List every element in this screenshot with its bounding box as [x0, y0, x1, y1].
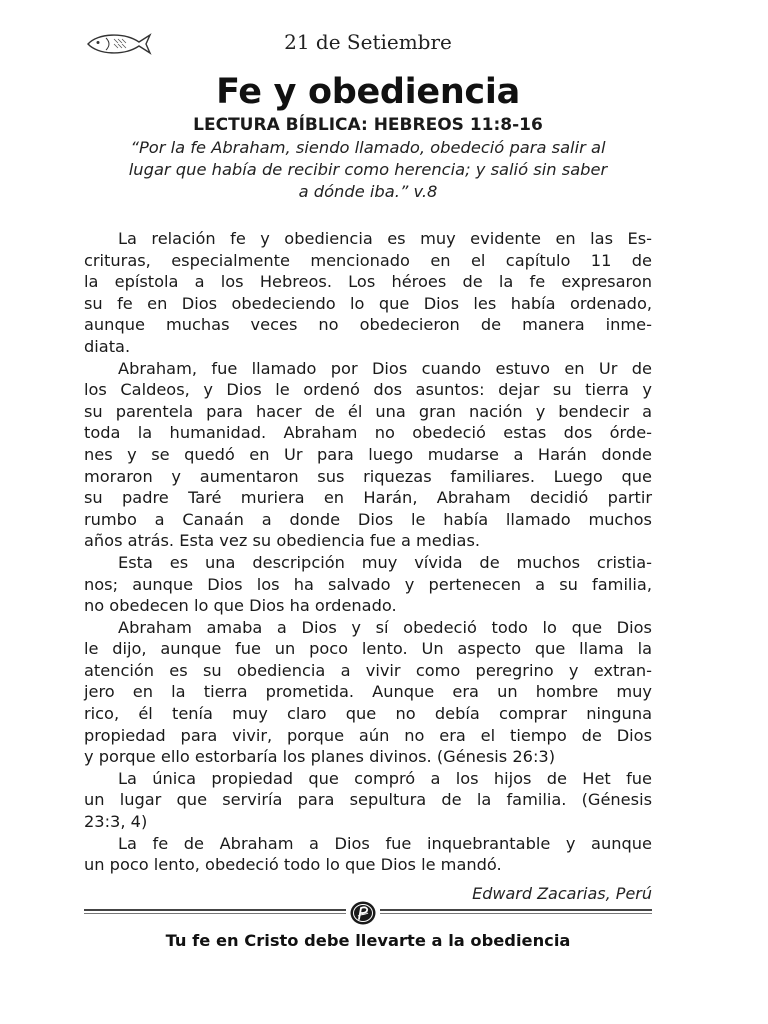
body-line: rumbo a Canaán a donde Dios le había llamado muchos — [84, 509, 652, 529]
body-line: Abraham, fue llamado por Dios cuando estuvo en Ur de — [118, 358, 652, 378]
body-line: Abraham amaba a Dios y sí obedeció todo lo que Dios — [118, 617, 652, 637]
body-line: rico, él tenía muy claro que no debía comprar ninguna — [84, 704, 652, 724]
body-line: La fe de Abraham a Dios fue inquebrantable y aunque — [118, 833, 652, 853]
quote-line: “Por la fe Abraham, siendo llamado, obedeció para salir al — [130, 138, 606, 157]
bible-reading: LECTURA BÍBLICA: HEBREOS 11:8-16 — [193, 115, 543, 135]
body-line: diata. — [84, 336, 131, 356]
divider — [84, 900, 652, 924]
body-line: no obedecen lo que Dios ha ordenado. — [84, 596, 397, 616]
devotional-body — [84, 228, 652, 876]
body-line: su fe en Dios obedeciendo lo que Dios les había ordenado, — [84, 293, 652, 313]
body-line: crituras, especialmente mencionado en el capítulo 11 de — [84, 250, 652, 270]
body-line: atención es su obediencia a vivir como peregrino y extran- — [84, 660, 652, 680]
body-line: nos; aunque Dios los ha salvado y pertenecen a su familia, — [84, 574, 652, 594]
body-line: moraron y aumentaron sus riquezas familiares. Luego que — [84, 466, 652, 486]
footer-motto: Tu fe en Cristo debe llevarte a la obediencia — [165, 931, 571, 950]
body-line: nes y se quedó en Ur para luego mudarse a Harán donde — [84, 444, 652, 464]
body-line: aunque muchas veces no obedecieron de manera inme- — [84, 315, 652, 335]
body-line: su parentela para hacer de él una gran nación y bendecir a — [84, 401, 652, 421]
body-line: los Caldeos, y Dios le ordenó dos asuntos: dejar su tierra y — [84, 380, 652, 400]
scripture-quote — [84, 137, 652, 203]
page-date: 21 de Setiembre — [284, 30, 452, 54]
emblem-icon — [349, 900, 377, 926]
body-line: un poco lento, obedeció todo lo que Dios le mandó. — [84, 855, 502, 875]
body-line: propiedad para vivir, porque aún no era el tiempo de Dios — [84, 725, 652, 745]
body-line: La relación fe y obediencia es muy evidente en las Es- — [118, 229, 652, 248]
page-title: Fe y obediencia — [216, 72, 520, 112]
body-line: le dijo, aunque fue un poco lento. Un aspecto que llama la — [84, 639, 652, 659]
body-line: 23:3, 4) — [84, 812, 148, 832]
body-line: toda la humanidad. Abraham no obedeció estas dos órde- — [84, 423, 652, 443]
body-line: años atrás. Esta vez su obediencia fue a medias. — [84, 531, 481, 551]
author-signature: Edward Zacarias, Perú — [472, 884, 652, 903]
quote-line: lugar que había de recibir como herencia; y salió sin saber — [128, 160, 608, 179]
quote-line: a dónde iba.” v.8 — [298, 182, 438, 201]
body-line: jero en la tierra prometida. Aunque era un hombre muy — [84, 682, 652, 702]
body-line: su padre Taré muriera en Harán, Abraham decidió partir — [84, 488, 652, 508]
body-line: Esta es una descripción muy vívida de muchos cristia- — [118, 552, 652, 572]
body-line: un lugar que serviría para sepultura de la familia. (Génesis — [84, 790, 652, 810]
body-line: La única propiedad que compró a los hijos de Het fue — [118, 768, 652, 788]
body-line: y porque ello estorbaría los planes divinos. (Génesis 26:3) — [84, 747, 556, 767]
body-line: la epístola a los Hebreos. Los héroes de la fe expresaron — [84, 272, 652, 292]
